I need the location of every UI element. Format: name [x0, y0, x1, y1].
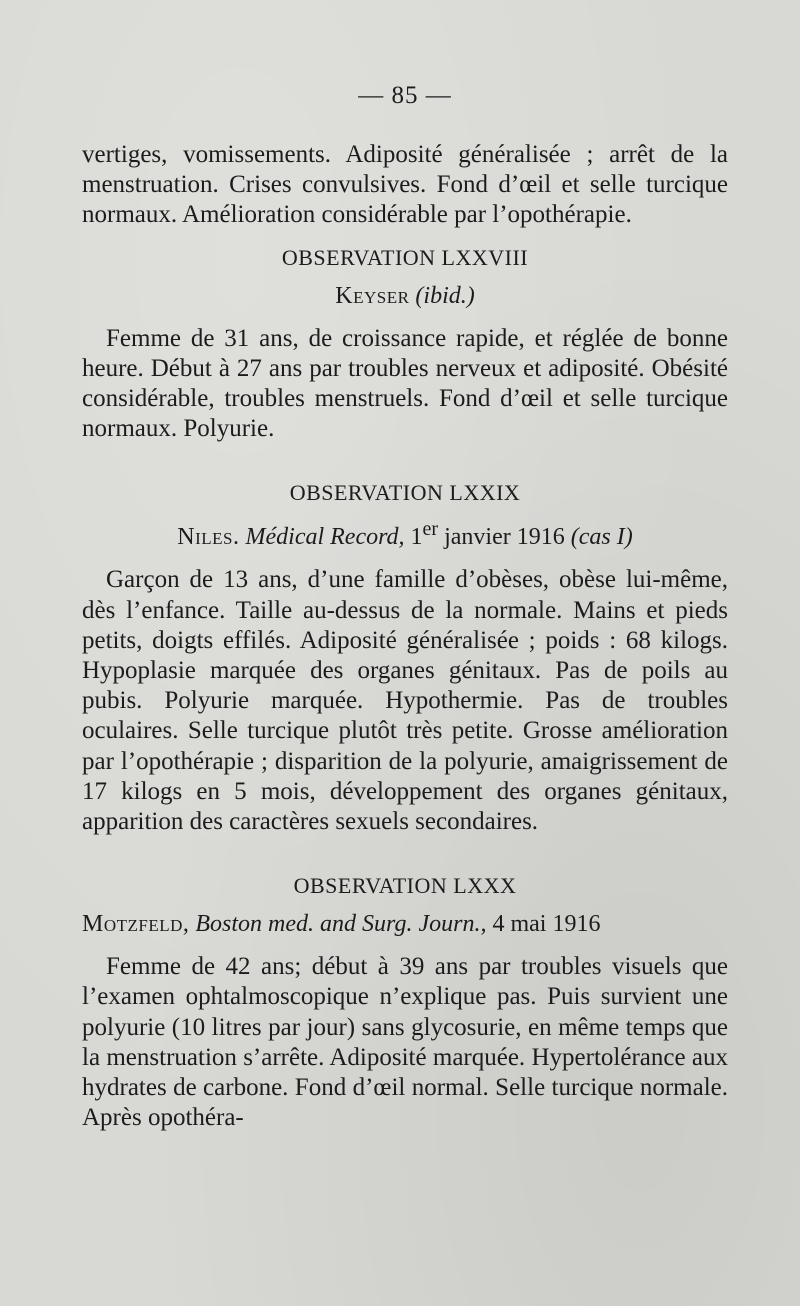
observation-heading: OBSERVATION LXXVIII	[281, 244, 529, 270]
intro-paragraph: vertiges, vomissements. Adiposité généralisée ; arrêt de la menstruation. Crises convulsives. Fond d’œil et selle turcique normaux. Amélioration considérable par l’opothérapie.	[82, 141, 728, 229]
journal-title: Boston med. and Surg. Journ.,	[195, 911, 487, 938]
observation-text: Femme de 42 ans; début à 39 ans par troubles visuels que l’examen ophtalmoscopique n’explique pas. Puis survient une polyurie (10 litres par jour) sans glycosurie, en même temps que la menstruation s’arrête. Adiposité marquée. Hypertolérance aux hydrates de carbone. Fond d’œil normal. Selle turcique normale. Après opothéra-	[82, 953, 728, 1132]
author-name: Keyser	[335, 282, 410, 309]
observation-source	[82, 518, 728, 551]
observation-source	[82, 911, 728, 938]
observation-lxxx	[82, 873, 728, 1133]
observation-text: Garçon de 13 ans, d’une famille d’obèses, obèse lui-même, dès l’enfance. Taille au-dessus de la normale. Mains et pieds petits, doigts effilés. Adiposité généralisée ; poids : 68 kilogs. Hypoplasie marquée des organes génitaux. Pas de poils au pubis. Polyurie marquée. Hypothermie. Pas de troubles oculaires. Selle turcique plutôt très petite. Grosse amélioration par l’opothérapie ; disparition de la polyurie, amaigrissement de 17 kilogs en 5 mois, développement des organes génitaux, apparition des caractères sexuels secondaires.	[82, 566, 728, 836]
reference: (ibid.)	[415, 282, 475, 309]
observation-heading: OBSERVATION LXXIX	[289, 480, 521, 506]
page-number: — 85 —	[358, 82, 452, 109]
observation-source	[82, 283, 728, 310]
date-rest: janvier 1916	[438, 524, 571, 551]
observation-text: Femme de 31 ans, de croissance rapide, et réglée de bonne heure. Début à 27 ans par troubles nerveux et adiposité. Obésité considérable, troubles menstruels. Fond d’œil et selle turcique normaux. Polyurie.	[82, 324, 728, 443]
case-label: (cas I)	[570, 524, 633, 551]
journal-title: Médical Record,	[245, 524, 405, 551]
observation-lxxix	[82, 480, 728, 837]
author-name: Niles.	[177, 524, 240, 551]
date-superscript: er	[422, 518, 439, 541]
observation-lxxviii	[82, 245, 728, 445]
date-prefix: 1	[410, 524, 423, 551]
observation-heading: OBSERVATION LXXX	[293, 873, 517, 899]
publication-date: 4 mai 1916	[492, 911, 601, 938]
author-name: Motzfeld,	[82, 911, 190, 938]
